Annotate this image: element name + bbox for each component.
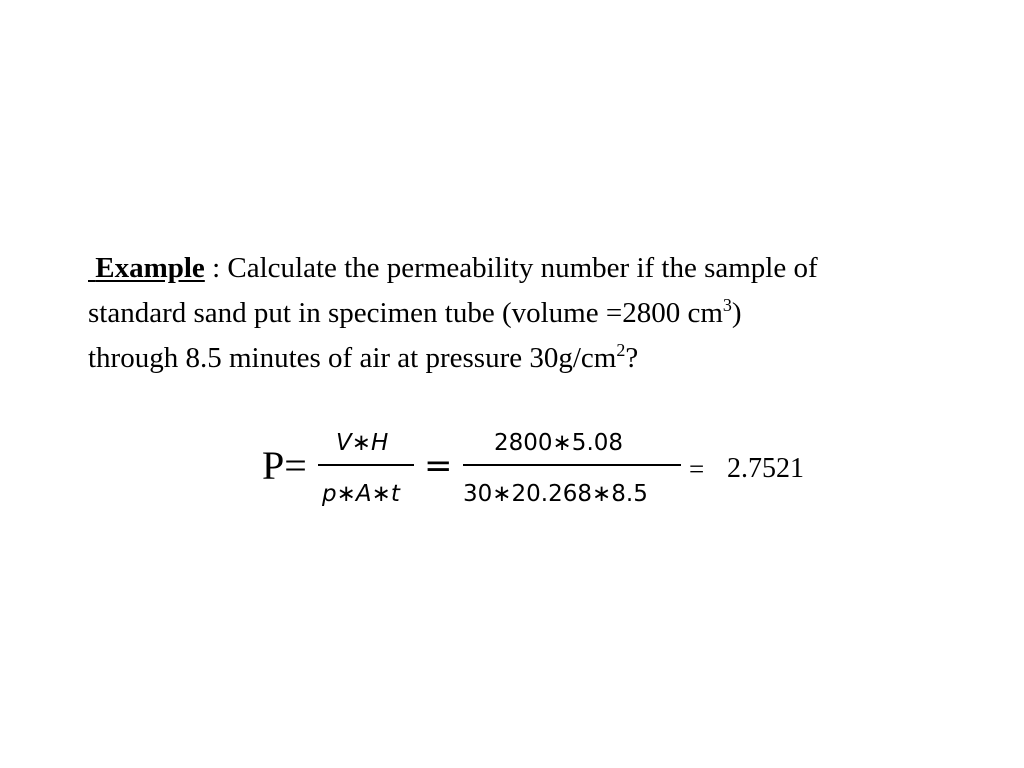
fraction2-bar bbox=[463, 464, 681, 466]
example-label-text: Example bbox=[95, 252, 205, 284]
formula-equals-2: = bbox=[689, 454, 705, 484]
pressure-unit-exponent: 2 bbox=[616, 340, 626, 360]
fraction1-numerator: V∗H bbox=[336, 430, 389, 456]
problem-line-1-text: : Calculate the permeability number if the sample of bbox=[212, 252, 818, 284]
formula-result: 2.7521 bbox=[727, 453, 804, 484]
fraction1-bar bbox=[318, 464, 414, 466]
problem-line-2-end: ) bbox=[731, 297, 742, 329]
fraction1-denominator: p∗A∗t bbox=[322, 481, 400, 507]
fraction2-numerator: 2800∗5.08 bbox=[494, 430, 624, 456]
problem-line-2-text: standard sand put in specimen tube (volume =2800 cm bbox=[88, 297, 723, 329]
problem-line-3-text: through 8.5 minutes of air at pressure 30g/cm bbox=[88, 342, 617, 374]
formula-lhs: P= bbox=[262, 443, 307, 488]
problem-line-3-end: ? bbox=[625, 342, 639, 374]
fraction2-denominator: 30∗20.268∗8.5 bbox=[463, 481, 648, 507]
volume-unit-exponent: 3 bbox=[722, 295, 732, 315]
formula-equals-1: = bbox=[424, 446, 453, 486]
